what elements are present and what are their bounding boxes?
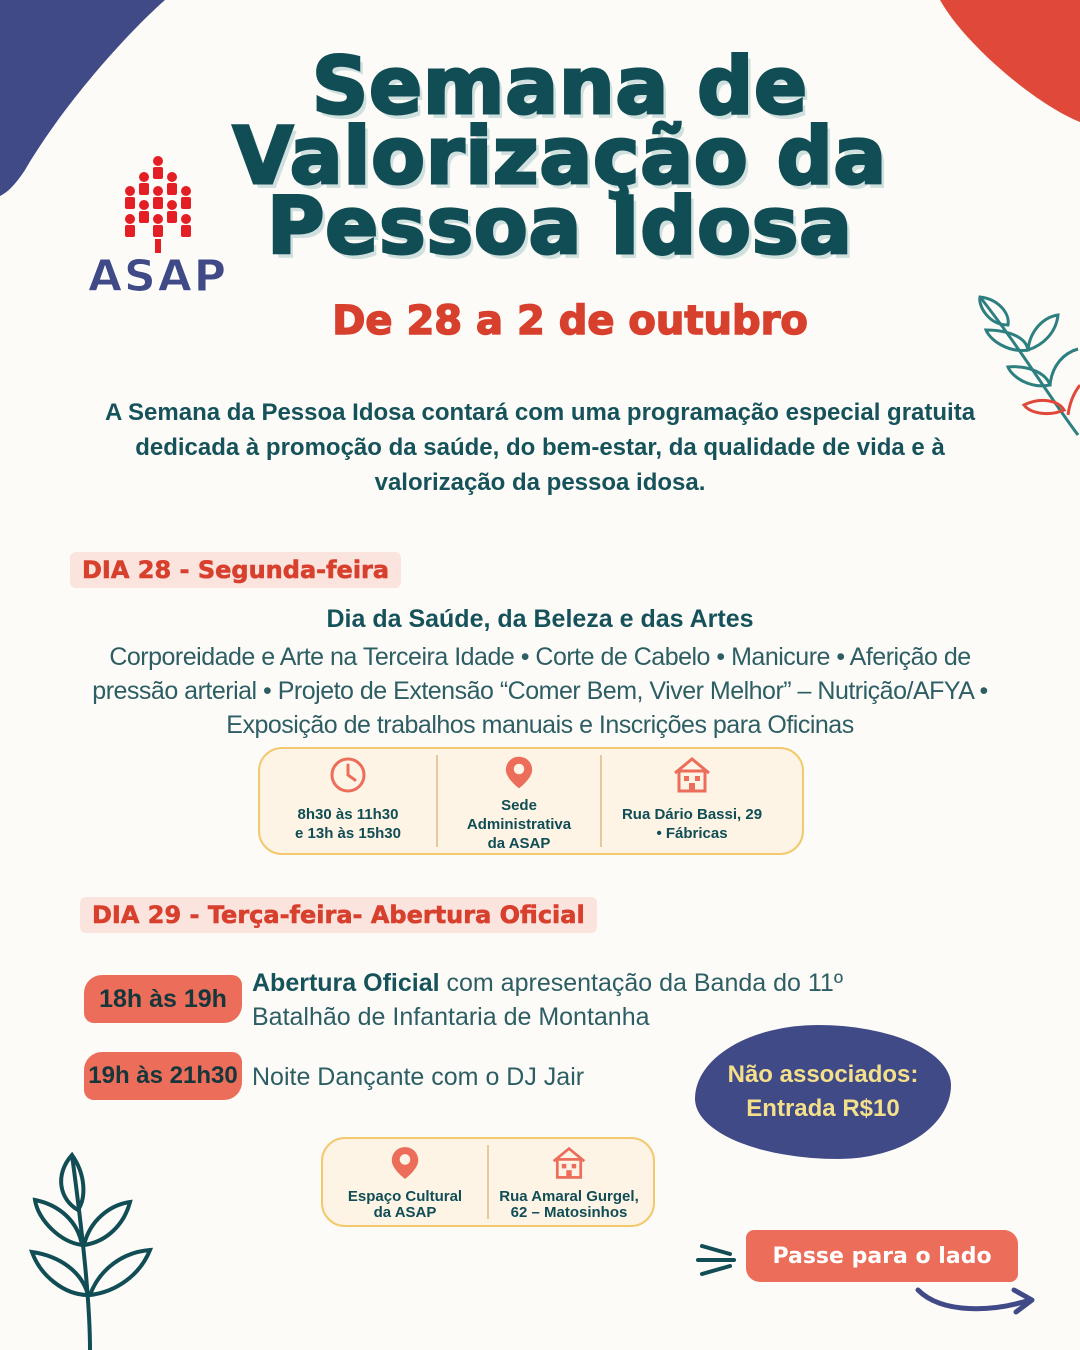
event1-detail: com apresentação da Banda do 11º	[439, 969, 843, 997]
day28-address-line2: • Fábricas	[656, 825, 728, 842]
event1-description	[252, 966, 892, 1034]
event1-time: 18h às 19h	[84, 975, 242, 1023]
title-line-3: Pessoa Idosa	[267, 182, 853, 272]
page-title	[200, 42, 920, 272]
day28-address-line1: Rua Dário Bassi, 29	[621, 806, 763, 823]
swipe-button[interactable]: Passe para o lado	[746, 1230, 1018, 1282]
day28-place-line1: Sede	[501, 797, 537, 814]
day28-activities: Corporeidade e Arte na Terceira Idade • Corte de Cabelo • Manicure • Aferição de pressão arterial • Projeto de Extensão “Comer Bem, Viver Melhor” – Nutrição/AFYA • Exposição de trabalhos manuais e Inscrições para Oficinas	[92, 643, 988, 739]
title-line-1: Semana de	[311, 42, 809, 132]
day29-address-cell	[489, 1139, 649, 1225]
badge-line2: Entrada R$10	[746, 1095, 900, 1122]
event1-title: Abertura Oficial	[252, 969, 440, 997]
day28-time-line1: 8h30 às 11h30	[297, 806, 399, 823]
day28-place-cell	[438, 749, 600, 853]
leaf-branch-left	[20, 1150, 170, 1350]
building-icon	[671, 755, 713, 795]
event2-description: Noite Dançante com o DJ Jair	[252, 1063, 585, 1091]
building-icon	[550, 1145, 588, 1181]
logo-text: ASAP	[87, 251, 229, 295]
day29-place-cell	[323, 1139, 487, 1225]
day29-tag: DIA 29 - Terça-feira- Abertura Oficial	[80, 897, 597, 933]
day28-address-cell	[602, 749, 782, 853]
day29-place-line1: Espaço Cultural	[347, 1188, 463, 1205]
day28-info-box	[258, 747, 804, 855]
day28-heading: Dia da Saúde, da Beleza e das Artes	[326, 605, 754, 633]
location-pin-icon	[390, 1145, 420, 1181]
event-dates: De 28 a 2 de outubro	[332, 298, 808, 344]
motion-lines-icon	[696, 1240, 742, 1280]
clock-icon	[328, 755, 368, 795]
badge-line1: Não associados:	[727, 1061, 919, 1088]
day28-place-line3: da ASAP	[487, 835, 551, 852]
day29-info-box	[321, 1137, 655, 1227]
day28-time-cell	[260, 749, 436, 853]
intro-text: A Semana da Pessoa Idosa contará com uma programação especial gratuita dedicada à promoção da saúde, do bem-estar, da qualidade de vida e à valorização da pessoa idosa.	[104, 399, 976, 496]
day29-place-line2: da ASAP	[373, 1204, 437, 1221]
non-member-price-badge	[695, 1025, 951, 1159]
event2-time: 19h às 21h30	[84, 1052, 242, 1100]
day29-address-line1: Rua Amaral Gurgel,	[499, 1188, 639, 1205]
day28-time-line2: e 13h às 15h30	[295, 825, 401, 842]
event1-detail-line2: Batalhão de Infantaria de Montanha	[252, 1003, 650, 1031]
corner-decoration-right	[920, 0, 1080, 130]
day28-place-line2: Administrativa	[466, 816, 572, 833]
arrow-right-icon	[912, 1284, 1042, 1324]
title-line-2: Valorização da	[232, 112, 888, 202]
day29-address-line2: 62 – Matosinhos	[510, 1204, 628, 1221]
day28-tag: DIA 28 - Segunda-feira	[70, 552, 401, 588]
location-pin-icon	[502, 755, 536, 790]
